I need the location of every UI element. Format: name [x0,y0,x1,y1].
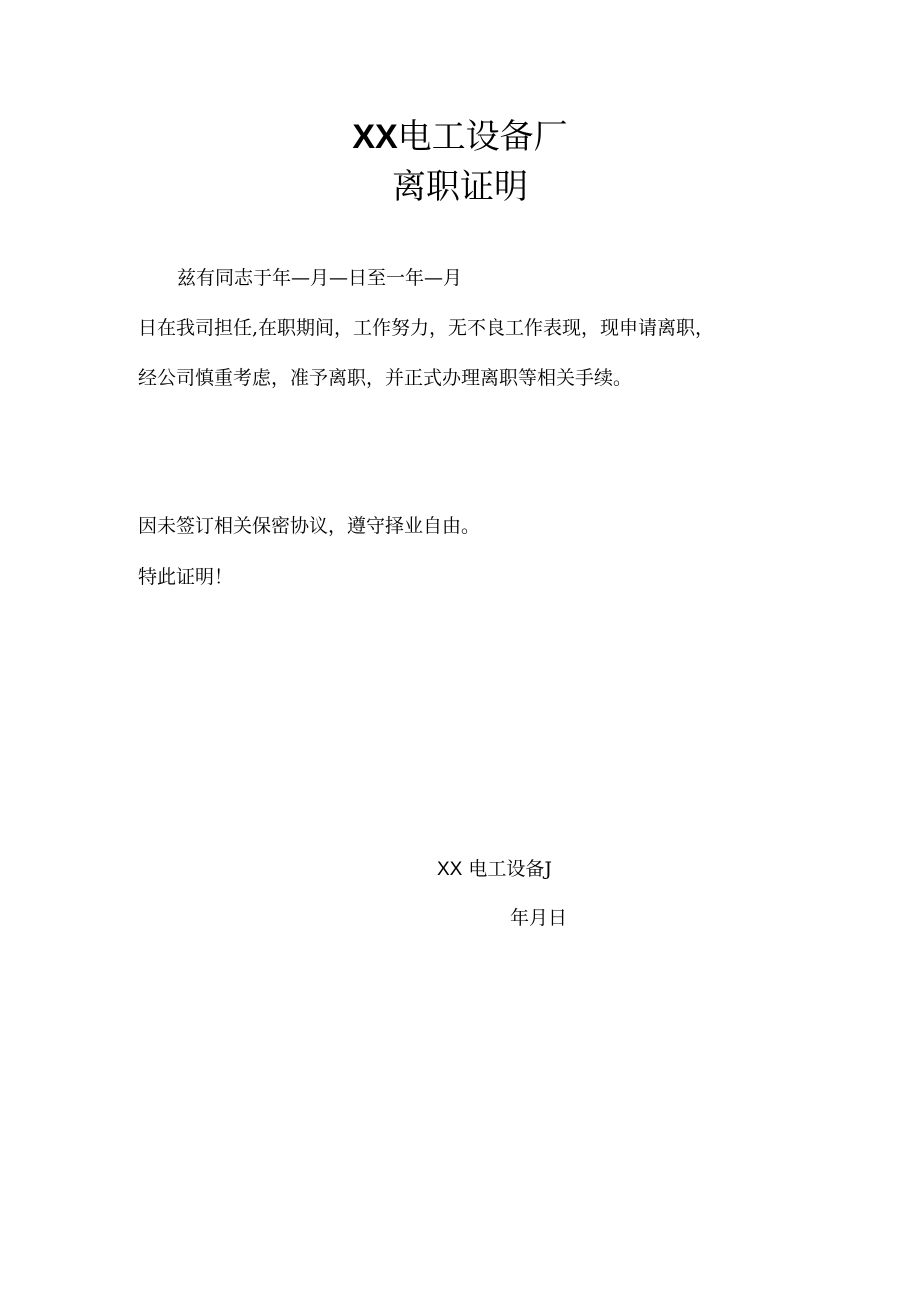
signature-company-prefix: XX [437,859,463,880]
paragraph-1-line-3: 经公司慎重考虑，准予离职，并正式办理离职等相关手续。 [138,367,633,389]
signature-company [437,857,552,882]
signature-date: 年月日 [510,907,568,929]
signature-company-name: 电工设备J [468,858,553,880]
company-title-name: 电工设备厂 [397,117,568,157]
company-title [0,117,920,157]
closing-statement: 特此证明！ [138,566,234,588]
company-title-prefix: XX [352,118,398,156]
confidentiality-paragraph: 因未签订相关保密协议，遵守择业自由。 [138,515,481,537]
paragraph-1-line-2: 日在我司担任,在职期间，工作努力，无不良工作表现，现申请离职， [138,317,715,339]
paragraph-1-line-1: 兹有同志于年—月—日至一年—月 [177,267,463,289]
document-title: 离职证明 [392,167,528,207]
